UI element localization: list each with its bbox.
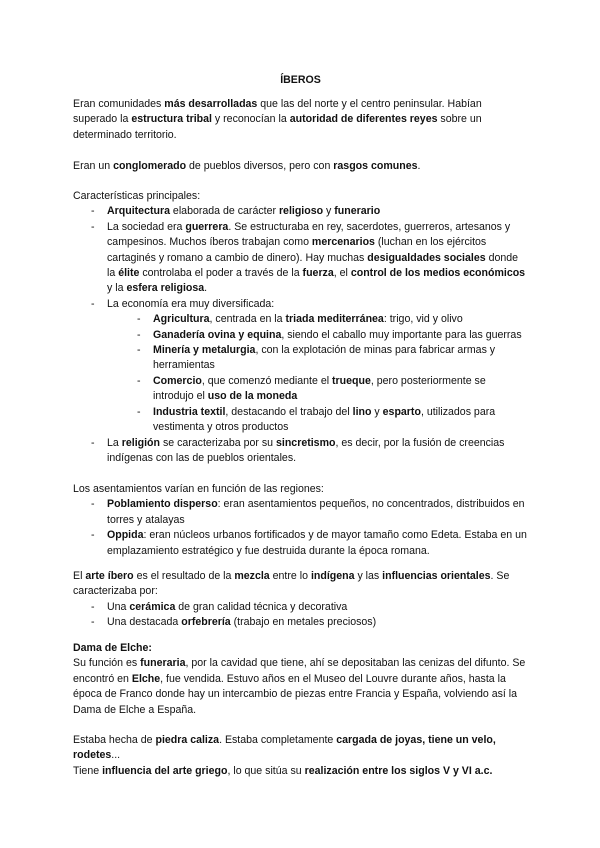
dama-paragraph-2: Estaba hecha de piedra caliza. Estaba completamente cargada de joyas, tiene un velo, rodetes... — [73, 734, 496, 762]
intro-text-1: Eran comunidades más desarrolladas que las del norte y el centro peninsular. Habían superado la estructura tribal y reconocían la autoridad de diferentes reyes sobre un determinado territorio. — [73, 98, 482, 141]
document-title: ÍBEROS — [280, 74, 321, 86]
intro-text-2: Eran un conglomerado de pueblos diversos, pero con rasgos comunes. — [73, 160, 421, 172]
intro-paragraph-2 — [73, 159, 528, 174]
asentamientos-heading: Los asentamientos varían en función de las regiones: — [73, 483, 324, 495]
list-item-economia: - La economía era muy diversificada: - Agricultura, centrada en la triada mediterránea: trigo, vid y olivo - Ganadería ovina y equina, siendo el caballo muy importante para las guerras - Minería y metalurgia, con la explotación de minas para fabricar armas y herramientas - Comercio, que comenzó mediante el trueque, pero posteriormente se introdujo el uso de la moneda - Industria textil, destacando el trabajo del lino y esparto, utilizados para vestimenta y otros productos — [73, 297, 528, 436]
list-item-sociedad: - La sociedad era guerrera. Se estructuraba en rey, sacerdotes, guerreros, artesanos y campesinos. Muchos íberos trabajan como mercenarios (luchan en los ejércitos cartaginés y romano a cambio de dinero). Hay muchas desigualdades sociales donde la élite controlaba el poder a través de la fuerza, el control de los medios económicos y la esfera religiosa. — [73, 220, 528, 297]
asentamientos-section — [73, 482, 528, 559]
arte-section — [73, 569, 528, 631]
caracteristicas-list — [73, 204, 528, 466]
arte-paragraph: El arte íbero es el resultado de la mezcla entre lo indígena y las influencias orientales. Se caracterizaba por: — [73, 570, 510, 598]
dama-section — [73, 641, 528, 718]
asentamientos-list — [73, 497, 528, 559]
list-item-oppida: - Oppida: eran núcleos urbanos fortificados y de mayor tamaño como Edeta. Estaba en un emplazamiento estratégico y fue destruida durante la época romana. — [73, 528, 528, 559]
list-item-mineria: - Minería y metalurgia, con la explotación de minas para fabricar armas y herramientas — [107, 343, 528, 374]
list-item-orfebreria: - Una destacada orfebrería (trabajo en metales preciosos) — [73, 615, 528, 630]
intro-paragraph-1 — [73, 97, 528, 143]
list-item-religion: - La religión se caracterizaba por su sincretismo, es decir, por la fusión de creencias indígenas con las de pueblos orientales. — [73, 436, 528, 467]
list-item-arquitectura: - Arquitectura elaborada de carácter religioso y funerario — [73, 204, 528, 219]
economia-sublist — [107, 312, 528, 435]
arte-list — [73, 600, 528, 631]
list-item-comercio: - Comercio, que comenzó mediante el trueque, pero posteriormente se introdujo el uso de la moneda — [107, 374, 528, 405]
caracteristicas-section — [73, 189, 528, 466]
list-item-poblamiento: - Poblamiento disperso: eran asentamientos pequeños, no concentrados, distribuidos en torres y atalayas — [73, 497, 528, 528]
list-item-ceramica: - Una cerámica de gran calidad técnica y decorativa — [73, 600, 528, 615]
list-item-agricultura: - Agricultura, centrada en la triada mediterránea: trigo, vid y olivo — [107, 312, 528, 327]
caracteristicas-heading: Características principales: — [73, 190, 201, 202]
dama-paragraph-1: Su función es funeraria, por la cavidad que tiene, ahí se depositaban las cenizas del difunto. Se encontró en Elche, fue vendida. Estuvo años en el Museo del Louvre durante años, hasta la época de Franco donde hay un intercambio de piezas entre Francia y España, volviendo así la Dama de Elche a España. — [73, 657, 526, 716]
dama-section-2 — [73, 733, 528, 779]
dama-heading: Dama de Elche: — [73, 642, 152, 654]
list-item-ganaderia: - Ganadería ovina y equina, siendo el caballo muy importante para las guerras — [107, 328, 528, 343]
dama-paragraph-3: Tiene influencia del arte griego, lo que sitúa su realización entre los siglos V y VI a.c. — [73, 764, 493, 777]
list-item-industria: - Industria textil, destacando el trabajo del lino y esparto, utilizados para vestimenta y otros productos — [107, 405, 528, 436]
